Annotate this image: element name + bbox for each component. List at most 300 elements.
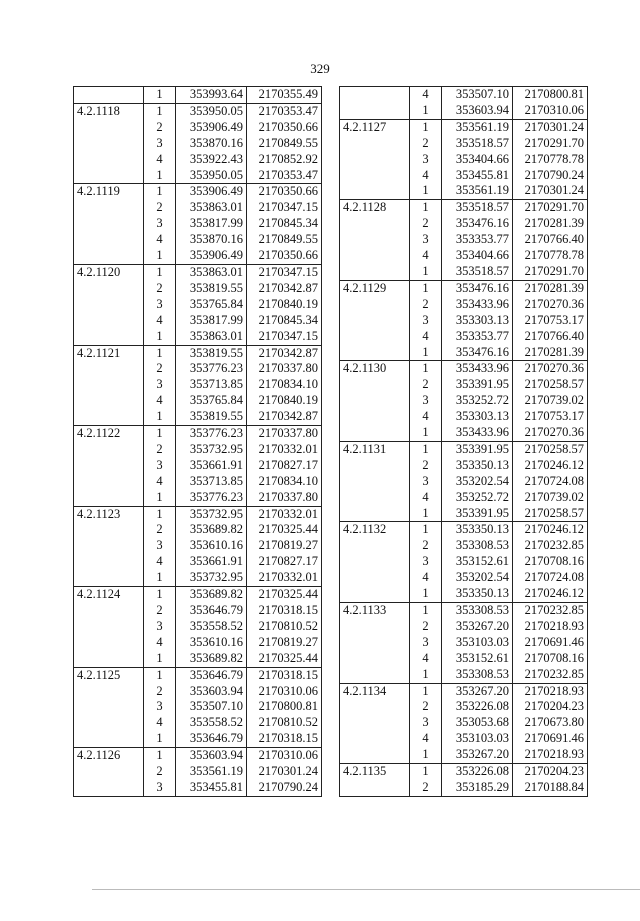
- x-coordinate-cell: 353476.16: [442, 216, 513, 232]
- x-coordinate-cell: 353350.13: [442, 458, 513, 474]
- parcel-id-cell: [340, 747, 410, 763]
- point-number-cell: 1: [410, 264, 442, 280]
- parcel-id-cell: [340, 635, 410, 651]
- table-row: [74, 248, 322, 264]
- x-coordinate-cell: 353610.16: [176, 538, 247, 554]
- x-coordinate-cell: 353906.49: [176, 120, 247, 136]
- table-row: [340, 361, 588, 377]
- point-number-cell: 3: [144, 297, 176, 313]
- x-coordinate-cell: 353303.13: [442, 313, 513, 329]
- point-number-cell: 4: [144, 474, 176, 490]
- table-row: [74, 667, 322, 683]
- point-number-cell: 2: [144, 603, 176, 619]
- table-row: [74, 458, 322, 474]
- table-row: [340, 474, 588, 490]
- x-coordinate-cell: 353870.16: [176, 232, 247, 248]
- table-row: [74, 538, 322, 554]
- point-number-cell: 3: [144, 538, 176, 554]
- parcel-id-cell: 4.2.1123: [74, 506, 144, 522]
- parcel-id-cell: 4.2.1119: [74, 184, 144, 200]
- bottom-rule: [92, 889, 640, 890]
- x-coordinate-cell: 353776.23: [176, 426, 247, 442]
- x-coordinate-cell: 353350.13: [442, 522, 513, 538]
- y-coordinate-cell: 2170246.12: [513, 586, 588, 602]
- point-number-cell: 1: [410, 586, 442, 602]
- x-coordinate-cell: 353603.94: [442, 103, 513, 119]
- table-row: [340, 377, 588, 393]
- table-row: [74, 393, 322, 409]
- table-row: [74, 345, 322, 361]
- point-number-cell: 1: [410, 345, 442, 361]
- point-number-cell: 1: [410, 103, 442, 119]
- parcel-id-cell: [340, 458, 410, 474]
- point-number-cell: 1: [410, 747, 442, 763]
- x-coordinate-cell: 353661.91: [176, 458, 247, 474]
- y-coordinate-cell: 2170819.27: [247, 635, 322, 651]
- parcel-id-cell: [340, 103, 410, 119]
- parcel-id-cell: [340, 409, 410, 425]
- table-row: [74, 764, 322, 780]
- x-coordinate-cell: 353561.19: [442, 119, 513, 135]
- y-coordinate-cell: 2170218.93: [513, 747, 588, 763]
- table-row: [74, 587, 322, 603]
- y-coordinate-cell: 2170849.55: [247, 136, 322, 152]
- table-row: [74, 297, 322, 313]
- table-row: [340, 87, 588, 103]
- parcel-id-cell: [74, 490, 144, 506]
- parcel-id-cell: [74, 281, 144, 297]
- point-number-cell: 2: [410, 538, 442, 554]
- x-coordinate-cell: 353863.01: [176, 200, 247, 216]
- table-row: [74, 120, 322, 136]
- parcel-id-cell: [74, 168, 144, 184]
- y-coordinate-cell: 2170353.47: [247, 168, 322, 184]
- parcel-id-cell: [340, 780, 410, 796]
- table-row: [74, 474, 322, 490]
- y-coordinate-cell: 2170347.15: [247, 329, 322, 345]
- parcel-id-cell: 4.2.1121: [74, 345, 144, 361]
- x-coordinate-cell: 353646.79: [176, 731, 247, 747]
- x-coordinate-cell: 353308.53: [442, 667, 513, 683]
- parcel-id-cell: 4.2.1135: [340, 764, 410, 780]
- parcel-id-cell: [340, 619, 410, 635]
- x-coordinate-cell: 353308.53: [442, 603, 513, 619]
- table-row: [340, 603, 588, 619]
- x-coordinate-cell: 353391.95: [442, 441, 513, 457]
- table-row: [340, 715, 588, 731]
- parcel-id-cell: [340, 87, 410, 103]
- table-row: [340, 264, 588, 280]
- point-number-cell: 1: [144, 490, 176, 506]
- y-coordinate-cell: 2170325.44: [247, 587, 322, 603]
- point-number-cell: 2: [144, 361, 176, 377]
- coordinates-table-right: [339, 86, 588, 797]
- point-number-cell: 2: [410, 297, 442, 313]
- table-row: [74, 506, 322, 522]
- table-row: [340, 248, 588, 264]
- parcel-id-cell: [340, 474, 410, 490]
- x-coordinate-cell: 353950.05: [176, 103, 247, 119]
- parcel-id-cell: [340, 345, 410, 361]
- x-coordinate-cell: 353713.85: [176, 377, 247, 393]
- table-row: [74, 136, 322, 152]
- x-coordinate-cell: 353558.52: [176, 619, 247, 635]
- x-coordinate-cell: 353152.61: [442, 554, 513, 570]
- x-coordinate-cell: 353308.53: [442, 538, 513, 554]
- x-coordinate-cell: 353103.03: [442, 731, 513, 747]
- parcel-id-cell: [340, 313, 410, 329]
- y-coordinate-cell: 2170347.15: [247, 200, 322, 216]
- parcel-id-cell: [74, 684, 144, 700]
- parcel-id-cell: [74, 731, 144, 747]
- table-row: [340, 570, 588, 586]
- parcel-id-cell: 4.2.1122: [74, 426, 144, 442]
- y-coordinate-cell: 2170332.01: [247, 570, 322, 586]
- x-coordinate-cell: 353863.01: [176, 264, 247, 280]
- table-row: [74, 490, 322, 506]
- table-row: [340, 409, 588, 425]
- x-coordinate-cell: 353404.66: [442, 248, 513, 264]
- y-coordinate-cell: 2170291.70: [513, 200, 588, 216]
- table-row: [340, 506, 588, 522]
- x-coordinate-cell: 353103.03: [442, 635, 513, 651]
- y-coordinate-cell: 2170800.81: [513, 87, 588, 103]
- x-coordinate-cell: 353906.49: [176, 184, 247, 200]
- table-row: [74, 103, 322, 119]
- y-coordinate-cell: 2170790.24: [513, 168, 588, 184]
- x-coordinate-cell: 353922.43: [176, 152, 247, 168]
- parcel-id-cell: [74, 780, 144, 796]
- x-coordinate-cell: 353819.55: [176, 345, 247, 361]
- table-row: [74, 731, 322, 747]
- y-coordinate-cell: 2170840.19: [247, 393, 322, 409]
- x-coordinate-cell: 353404.66: [442, 152, 513, 168]
- y-coordinate-cell: 2170342.87: [247, 409, 322, 425]
- y-coordinate-cell: 2170325.44: [247, 522, 322, 538]
- point-number-cell: 2: [144, 684, 176, 700]
- parcel-id-cell: [74, 764, 144, 780]
- point-number-cell: 4: [410, 409, 442, 425]
- parcel-id-cell: 4.2.1126: [74, 748, 144, 764]
- x-coordinate-cell: 353906.49: [176, 248, 247, 264]
- point-number-cell: 3: [410, 635, 442, 651]
- table-row: [340, 683, 588, 699]
- point-number-cell: 1: [144, 409, 176, 425]
- point-number-cell: 2: [410, 377, 442, 393]
- parcel-id-cell: [340, 232, 410, 248]
- parcel-id-cell: [340, 651, 410, 667]
- table-row: [340, 152, 588, 168]
- parcel-id-cell: [340, 538, 410, 554]
- coordinates-table-left: [73, 86, 322, 797]
- parcel-id-cell: [340, 183, 410, 199]
- parcel-id-cell: [340, 377, 410, 393]
- point-number-cell: 1: [410, 361, 442, 377]
- table-row: [340, 490, 588, 506]
- x-coordinate-cell: 353776.23: [176, 361, 247, 377]
- x-coordinate-cell: 353152.61: [442, 651, 513, 667]
- y-coordinate-cell: 2170204.23: [513, 764, 588, 780]
- point-number-cell: 1: [410, 667, 442, 683]
- point-number-cell: 3: [410, 474, 442, 490]
- parcel-id-cell: 4.2.1124: [74, 587, 144, 603]
- parcel-id-cell: 4.2.1133: [340, 603, 410, 619]
- y-coordinate-cell: 2170188.84: [513, 780, 588, 796]
- table-row: [74, 603, 322, 619]
- y-coordinate-cell: 2170270.36: [513, 425, 588, 441]
- x-coordinate-cell: 353689.82: [176, 651, 247, 667]
- y-coordinate-cell: 2170310.06: [513, 103, 588, 119]
- x-coordinate-cell: 353646.79: [176, 667, 247, 683]
- point-number-cell: 1: [410, 183, 442, 199]
- table-row: [74, 361, 322, 377]
- table-row: [74, 87, 322, 104]
- table-row: [340, 168, 588, 184]
- parcel-id-cell: [74, 136, 144, 152]
- y-coordinate-cell: 2170691.46: [513, 731, 588, 747]
- y-coordinate-cell: 2170342.87: [247, 345, 322, 361]
- table-row: [340, 699, 588, 715]
- point-number-cell: 1: [410, 441, 442, 457]
- point-number-cell: 4: [144, 152, 176, 168]
- point-number-cell: 4: [410, 731, 442, 747]
- parcel-id-cell: 4.2.1131: [340, 441, 410, 457]
- y-coordinate-cell: 2170246.12: [513, 522, 588, 538]
- point-number-cell: 2: [144, 281, 176, 297]
- parcel-id-cell: 4.2.1134: [340, 683, 410, 699]
- y-coordinate-cell: 2170301.24: [513, 119, 588, 135]
- point-number-cell: 4: [410, 329, 442, 345]
- table-row: [74, 715, 322, 731]
- parcel-id-cell: [74, 232, 144, 248]
- table-row: [74, 748, 322, 764]
- point-number-cell: 1: [144, 87, 176, 104]
- x-coordinate-cell: 353518.57: [442, 264, 513, 280]
- parcel-id-cell: [74, 603, 144, 619]
- x-coordinate-cell: 353765.84: [176, 297, 247, 313]
- parcel-id-cell: [340, 297, 410, 313]
- y-coordinate-cell: 2170301.24: [247, 764, 322, 780]
- y-coordinate-cell: 2170800.81: [247, 699, 322, 715]
- x-coordinate-cell: 353476.16: [442, 280, 513, 296]
- parcel-id-cell: [74, 409, 144, 425]
- table-row: [340, 200, 588, 216]
- y-coordinate-cell: 2170810.52: [247, 715, 322, 731]
- y-coordinate-cell: 2170291.70: [513, 264, 588, 280]
- x-coordinate-cell: 353350.13: [442, 586, 513, 602]
- point-number-cell: 1: [410, 119, 442, 135]
- parcel-id-cell: [74, 458, 144, 474]
- parcel-id-cell: [340, 248, 410, 264]
- parcel-id-cell: [340, 425, 410, 441]
- y-coordinate-cell: 2170281.39: [513, 280, 588, 296]
- y-coordinate-cell: 2170834.10: [247, 377, 322, 393]
- y-coordinate-cell: 2170342.87: [247, 281, 322, 297]
- y-coordinate-cell: 2170204.23: [513, 699, 588, 715]
- point-number-cell: 3: [410, 232, 442, 248]
- point-number-cell: 1: [144, 651, 176, 667]
- parcel-id-cell: 4.2.1120: [74, 264, 144, 280]
- y-coordinate-cell: 2170739.02: [513, 393, 588, 409]
- point-number-cell: 2: [410, 699, 442, 715]
- point-number-cell: 4: [410, 490, 442, 506]
- x-coordinate-cell: 353353.77: [442, 329, 513, 345]
- x-coordinate-cell: 353561.19: [442, 183, 513, 199]
- point-number-cell: 2: [144, 522, 176, 538]
- point-number-cell: 4: [144, 313, 176, 329]
- point-number-cell: 2: [144, 200, 176, 216]
- point-number-cell: 3: [410, 554, 442, 570]
- y-coordinate-cell: 2170232.85: [513, 538, 588, 554]
- parcel-id-cell: [340, 393, 410, 409]
- point-number-cell: 1: [144, 329, 176, 345]
- parcel-id-cell: 4.2.1132: [340, 522, 410, 538]
- y-coordinate-cell: 2170724.08: [513, 570, 588, 586]
- y-coordinate-cell: 2170810.52: [247, 619, 322, 635]
- x-coordinate-cell: 353267.20: [442, 683, 513, 699]
- y-coordinate-cell: 2170766.40: [513, 232, 588, 248]
- point-number-cell: 4: [144, 554, 176, 570]
- x-coordinate-cell: 353993.64: [176, 87, 247, 104]
- y-coordinate-cell: 2170827.17: [247, 554, 322, 570]
- y-coordinate-cell: 2170332.01: [247, 506, 322, 522]
- x-coordinate-cell: 353202.54: [442, 474, 513, 490]
- x-coordinate-cell: 353732.95: [176, 506, 247, 522]
- table-row: [340, 313, 588, 329]
- parcel-id-cell: 4.2.1128: [340, 200, 410, 216]
- point-number-cell: 3: [410, 152, 442, 168]
- x-coordinate-cell: 353391.95: [442, 377, 513, 393]
- table-row: [340, 103, 588, 119]
- y-coordinate-cell: 2170232.85: [513, 667, 588, 683]
- table-row: [340, 297, 588, 313]
- point-number-cell: 3: [144, 780, 176, 796]
- table-row: [74, 554, 322, 570]
- parcel-id-cell: [74, 442, 144, 458]
- point-number-cell: 1: [144, 103, 176, 119]
- table-row: [340, 731, 588, 747]
- point-number-cell: 2: [144, 764, 176, 780]
- table-row: [74, 200, 322, 216]
- parcel-id-cell: [74, 200, 144, 216]
- parcel-id-cell: [74, 474, 144, 490]
- parcel-id-cell: [340, 570, 410, 586]
- table-row: [74, 313, 322, 329]
- x-coordinate-cell: 353202.54: [442, 570, 513, 586]
- point-number-cell: 2: [410, 458, 442, 474]
- point-number-cell: 4: [144, 232, 176, 248]
- y-coordinate-cell: 2170350.66: [247, 248, 322, 264]
- point-number-cell: 4: [144, 715, 176, 731]
- table-row: [340, 764, 588, 780]
- y-coordinate-cell: 2170673.80: [513, 715, 588, 731]
- parcel-id-cell: [74, 248, 144, 264]
- x-coordinate-cell: 353455.81: [176, 780, 247, 796]
- y-coordinate-cell: 2170355.49: [247, 87, 322, 104]
- y-coordinate-cell: 2170318.15: [247, 667, 322, 683]
- x-coordinate-cell: 353252.72: [442, 393, 513, 409]
- table-row: [74, 570, 322, 586]
- table-row: [340, 538, 588, 554]
- y-coordinate-cell: 2170291.70: [513, 136, 588, 152]
- x-coordinate-cell: 353433.96: [442, 361, 513, 377]
- x-coordinate-cell: 353732.95: [176, 442, 247, 458]
- x-coordinate-cell: 353353.77: [442, 232, 513, 248]
- x-coordinate-cell: 353863.01: [176, 329, 247, 345]
- point-number-cell: 2: [410, 216, 442, 232]
- point-number-cell: 1: [410, 683, 442, 699]
- x-coordinate-cell: 353817.99: [176, 313, 247, 329]
- table-row: [74, 426, 322, 442]
- x-coordinate-cell: 353870.16: [176, 136, 247, 152]
- y-coordinate-cell: 2170318.15: [247, 603, 322, 619]
- point-number-cell: 1: [144, 570, 176, 586]
- point-number-cell: 3: [410, 393, 442, 409]
- point-number-cell: 2: [410, 780, 442, 796]
- y-coordinate-cell: 2170827.17: [247, 458, 322, 474]
- parcel-id-cell: [340, 715, 410, 731]
- table-row: [340, 425, 588, 441]
- point-number-cell: 1: [410, 506, 442, 522]
- point-number-cell: 3: [410, 715, 442, 731]
- x-coordinate-cell: 353518.57: [442, 200, 513, 216]
- table-row: [340, 747, 588, 763]
- y-coordinate-cell: 2170834.10: [247, 474, 322, 490]
- x-coordinate-cell: 353603.94: [176, 748, 247, 764]
- x-coordinate-cell: 353776.23: [176, 490, 247, 506]
- point-number-cell: 3: [410, 313, 442, 329]
- x-coordinate-cell: 353476.16: [442, 345, 513, 361]
- parcel-id-cell: [74, 377, 144, 393]
- table-row: [74, 635, 322, 651]
- y-coordinate-cell: 2170270.36: [513, 297, 588, 313]
- table-row: [74, 522, 322, 538]
- y-coordinate-cell: 2170270.36: [513, 361, 588, 377]
- x-coordinate-cell: 353817.99: [176, 216, 247, 232]
- x-coordinate-cell: 353713.85: [176, 474, 247, 490]
- parcel-id-cell: [74, 619, 144, 635]
- y-coordinate-cell: 2170724.08: [513, 474, 588, 490]
- point-number-cell: 2: [410, 136, 442, 152]
- x-coordinate-cell: 353267.20: [442, 747, 513, 763]
- y-coordinate-cell: 2170258.57: [513, 441, 588, 457]
- x-coordinate-cell: 353433.96: [442, 425, 513, 441]
- point-number-cell: 3: [144, 216, 176, 232]
- table-row: [340, 780, 588, 796]
- table-row: [340, 329, 588, 345]
- y-coordinate-cell: 2170310.06: [247, 748, 322, 764]
- x-coordinate-cell: 353610.16: [176, 635, 247, 651]
- table-row: [340, 651, 588, 667]
- table-row: [340, 441, 588, 457]
- x-coordinate-cell: 353226.08: [442, 699, 513, 715]
- y-coordinate-cell: 2170753.17: [513, 313, 588, 329]
- parcel-id-cell: [74, 699, 144, 715]
- parcel-id-cell: 4.2.1118: [74, 103, 144, 119]
- point-number-cell: 4: [144, 635, 176, 651]
- y-coordinate-cell: 2170232.85: [513, 603, 588, 619]
- table-row: [74, 651, 322, 667]
- table-row: [340, 232, 588, 248]
- point-number-cell: 1: [144, 248, 176, 264]
- point-number-cell: 3: [144, 136, 176, 152]
- y-coordinate-cell: 2170691.46: [513, 635, 588, 651]
- point-number-cell: 2: [144, 120, 176, 136]
- y-coordinate-cell: 2170778.78: [513, 248, 588, 264]
- y-coordinate-cell: 2170281.39: [513, 345, 588, 361]
- parcel-id-cell: [74, 216, 144, 232]
- x-coordinate-cell: 353689.82: [176, 522, 247, 538]
